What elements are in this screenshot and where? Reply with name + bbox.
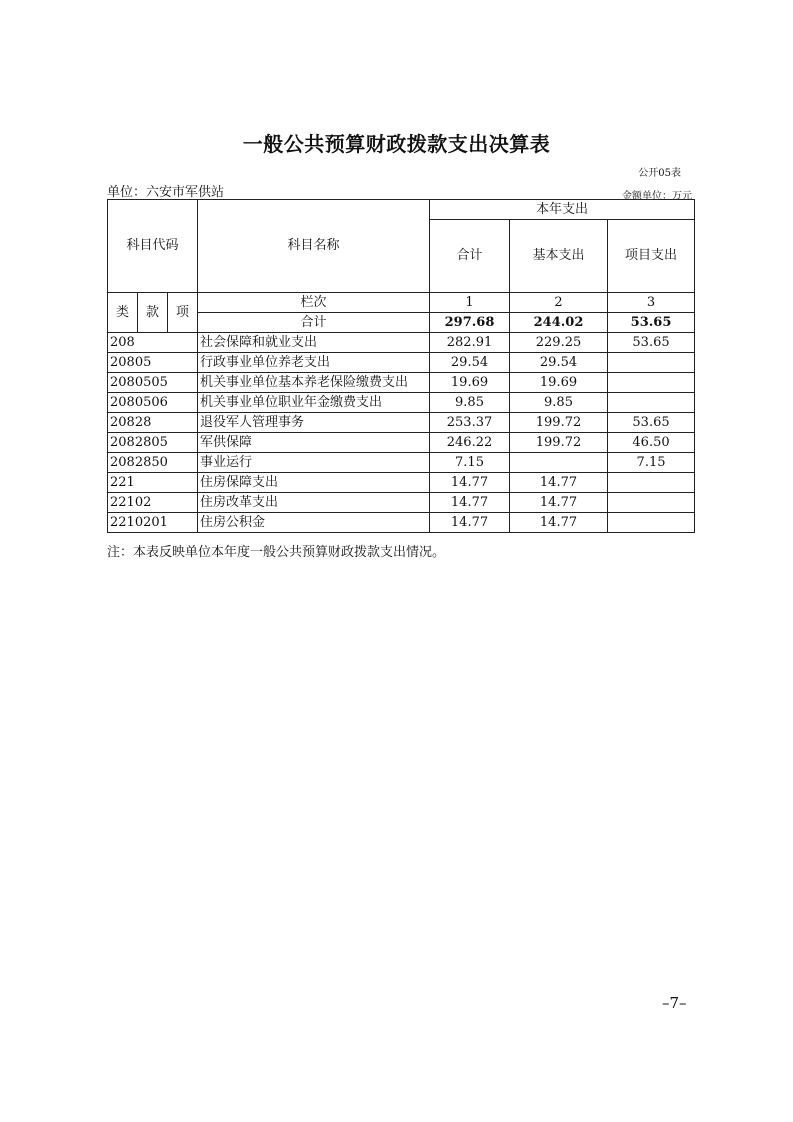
sum-total: 297.68 [430,313,510,333]
column-number-row [108,293,695,313]
column-no-1: 1 [430,293,510,313]
row-name: 行政事业单位养老支出 [198,353,430,373]
row-basic: 14.77 [510,473,608,493]
header-class: 类 [108,293,138,333]
row-project: 53.65 [608,413,695,433]
row-basic: 9.85 [510,393,608,413]
header-section: 款 [138,293,168,333]
row-project [608,393,695,413]
row-project: 7.15 [608,453,695,473]
row-name: 住房保障支出 [198,473,430,493]
row-project [608,513,695,533]
row-total: 19.69 [430,373,510,393]
row-project: 53.65 [608,333,695,353]
row-basic: 14.77 [510,493,608,513]
row-basic: 19.69 [510,373,608,393]
row-total: 14.77 [430,513,510,533]
row-total: 14.77 [430,473,510,493]
row-total: 282.91 [430,333,510,353]
column-no-2: 2 [510,293,608,313]
table-row [108,333,695,353]
row-name: 机关事业单位职业年金缴费支出 [198,393,430,413]
row-basic: 199.72 [510,433,608,453]
row-basic: 199.72 [510,413,608,433]
header-row-1 [108,200,695,220]
header-column-no: 栏次 [198,293,430,313]
page-number: –7– [662,994,687,1012]
row-name: 事业运行 [198,453,430,473]
row-total: 7.15 [430,453,510,473]
row-basic: 29.54 [510,353,608,373]
row-project [608,493,695,513]
document-title: 一般公共预算财政拨款支出决算表 [242,132,551,156]
footnote: 注：本表反映单位本年度一般公共预算财政拨款支出情况。 [107,545,446,560]
table-row [108,433,695,453]
row-name: 机关事业单位基本养老保险缴费支出 [198,373,430,393]
row-project [608,373,695,393]
row-project [608,353,695,373]
row-total: 29.54 [430,353,510,373]
header-item: 项 [168,293,198,333]
row-project: 46.50 [608,433,695,453]
money-unit-label: 金额单位：万元 [622,191,692,202]
form-number: 公开05表 [638,168,681,179]
row-code: 2082850 [108,453,198,473]
sum-basic: 244.02 [510,313,608,333]
header-current-year: 本年支出 [430,200,695,220]
row-total: 9.85 [430,393,510,413]
row-basic: 229.25 [510,333,608,353]
row-code: 20828 [108,413,198,433]
table-row [108,473,695,493]
row-name: 社会保障和就业支出 [198,333,430,353]
column-no-3: 3 [608,293,695,313]
unit-label: 单位：六安市军供站 [107,185,225,200]
table-row [108,513,695,533]
header-total: 合计 [430,220,510,293]
row-code: 20805 [108,353,198,373]
table-row [108,353,695,373]
row-name: 住房改革支出 [198,493,430,513]
budget-table [107,199,695,533]
header-name: 科目名称 [198,200,430,293]
row-total: 246.22 [430,433,510,453]
header-code: 科目代码 [108,200,198,293]
row-code: 221 [108,473,198,493]
sum-project: 53.65 [608,313,695,333]
table-row [108,413,695,433]
table-row [108,373,695,393]
table-row [108,493,695,513]
row-code: 2210201 [108,513,198,533]
row-code: 2080506 [108,393,198,413]
row-total: 14.77 [430,493,510,513]
table-row [108,453,695,473]
row-code: 22102 [108,493,198,513]
header-basic: 基本支出 [510,220,608,293]
header-project: 项目支出 [608,220,695,293]
row-basic: 14.77 [510,513,608,533]
row-basic [510,453,608,473]
row-name: 退役军人管理事务 [198,413,430,433]
row-code: 2080505 [108,373,198,393]
row-total: 253.37 [430,413,510,433]
row-code: 2082805 [108,433,198,453]
sum-label: 合计 [198,313,430,333]
row-name: 军供保障 [198,433,430,453]
row-project [608,473,695,493]
table-row [108,393,695,413]
row-code: 208 [108,333,198,353]
row-name: 住房公积金 [198,513,430,533]
